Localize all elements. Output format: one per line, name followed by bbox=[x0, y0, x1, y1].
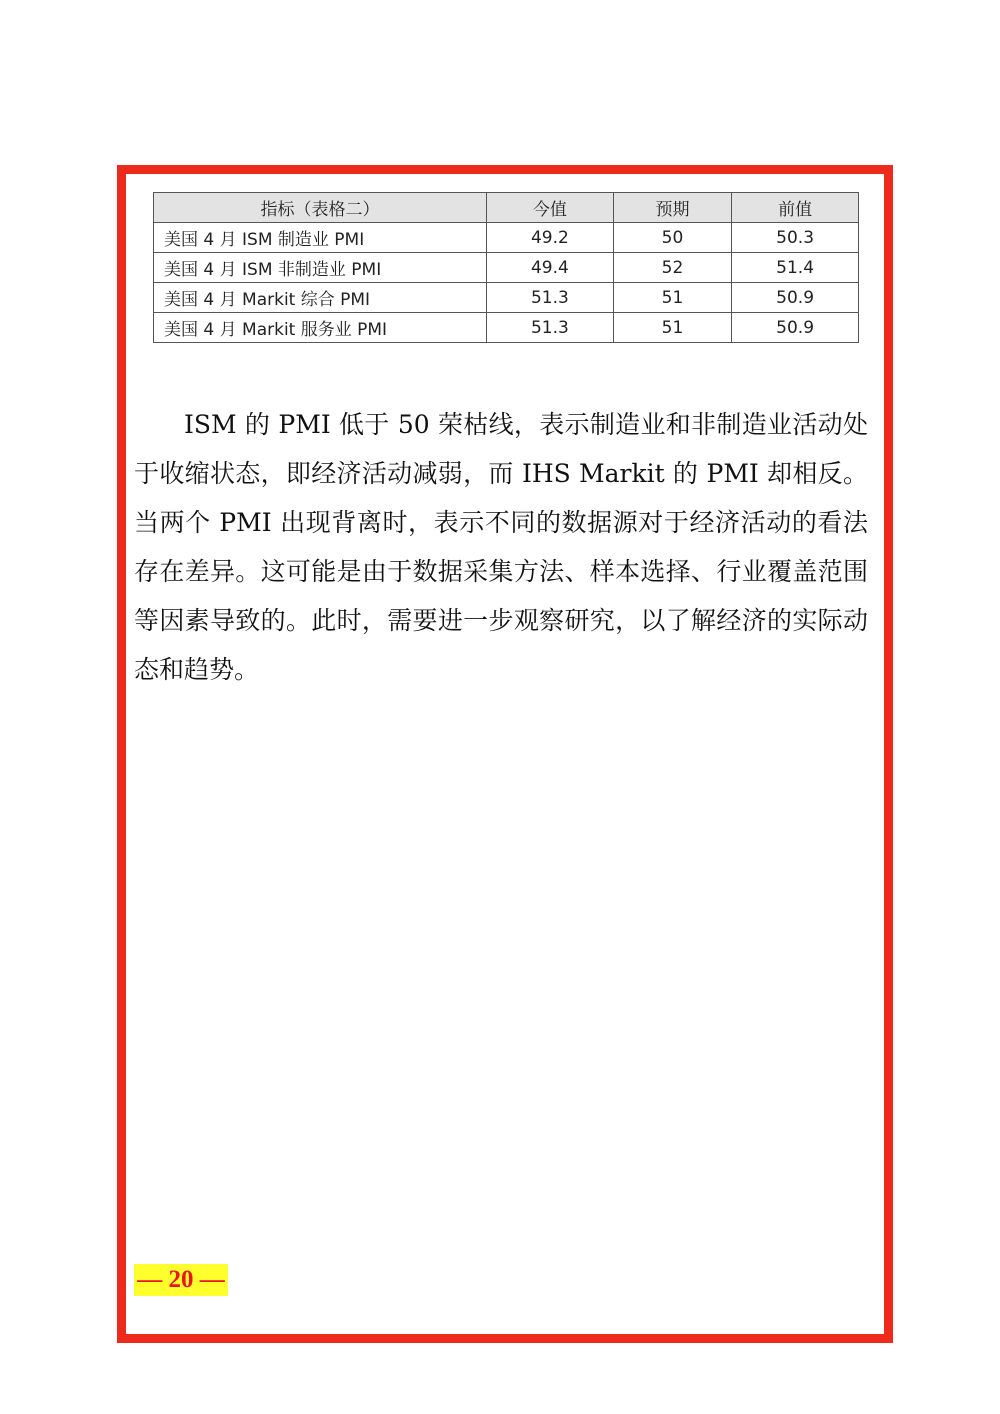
row-expected: 50 bbox=[613, 223, 731, 253]
row-previous: 50.9 bbox=[732, 283, 859, 313]
row-indicator: 美国 4 月 Markit 服务业 PMI bbox=[154, 313, 487, 343]
row-previous: 51.4 bbox=[732, 253, 859, 283]
row-indicator: 美国 4 月 ISM 制造业 PMI bbox=[154, 223, 487, 253]
header-indicator: 指标（表格二） bbox=[154, 193, 487, 223]
row-expected: 51 bbox=[613, 313, 731, 343]
row-previous: 50.9 bbox=[732, 313, 859, 343]
row-current: 51.3 bbox=[487, 283, 614, 313]
row-current: 49.4 bbox=[487, 253, 614, 283]
page-number-badge: — 20 — bbox=[134, 1264, 228, 1296]
row-expected: 51 bbox=[613, 283, 731, 313]
row-expected: 52 bbox=[613, 253, 731, 283]
row-indicator: 美国 4 月 ISM 非制造业 PMI bbox=[154, 253, 487, 283]
header-expected: 预期 bbox=[613, 193, 731, 223]
row-current: 51.3 bbox=[487, 313, 614, 343]
table-header-row bbox=[154, 193, 859, 223]
analysis-paragraph: ISM 的 PMI 低于 50 荣枯线，表示制造业和非制造业活动处于收缩状态，即经济活动减弱，而 IHS Markit 的 PMI 却相反。当两个 PMI 出现背离时，表示不同的数据源对于经济活动的看法存在差异。这可能是由于数据采集方法、样本选择、行业覆盖范围等因素导致的。此时，需要进一步观察研究，以了解经济的实际动态和趋势。 bbox=[134, 410, 868, 684]
table-row bbox=[154, 313, 859, 343]
pmi-indicator-table bbox=[153, 192, 859, 343]
row-previous: 50.3 bbox=[732, 223, 859, 253]
header-previous: 前值 bbox=[732, 193, 859, 223]
row-indicator: 美国 4 月 Markit 综合 PMI bbox=[154, 283, 487, 313]
table-row bbox=[154, 223, 859, 253]
table-row bbox=[154, 253, 859, 283]
table-row bbox=[154, 283, 859, 313]
row-current: 49.2 bbox=[487, 223, 614, 253]
header-current: 今值 bbox=[487, 193, 614, 223]
